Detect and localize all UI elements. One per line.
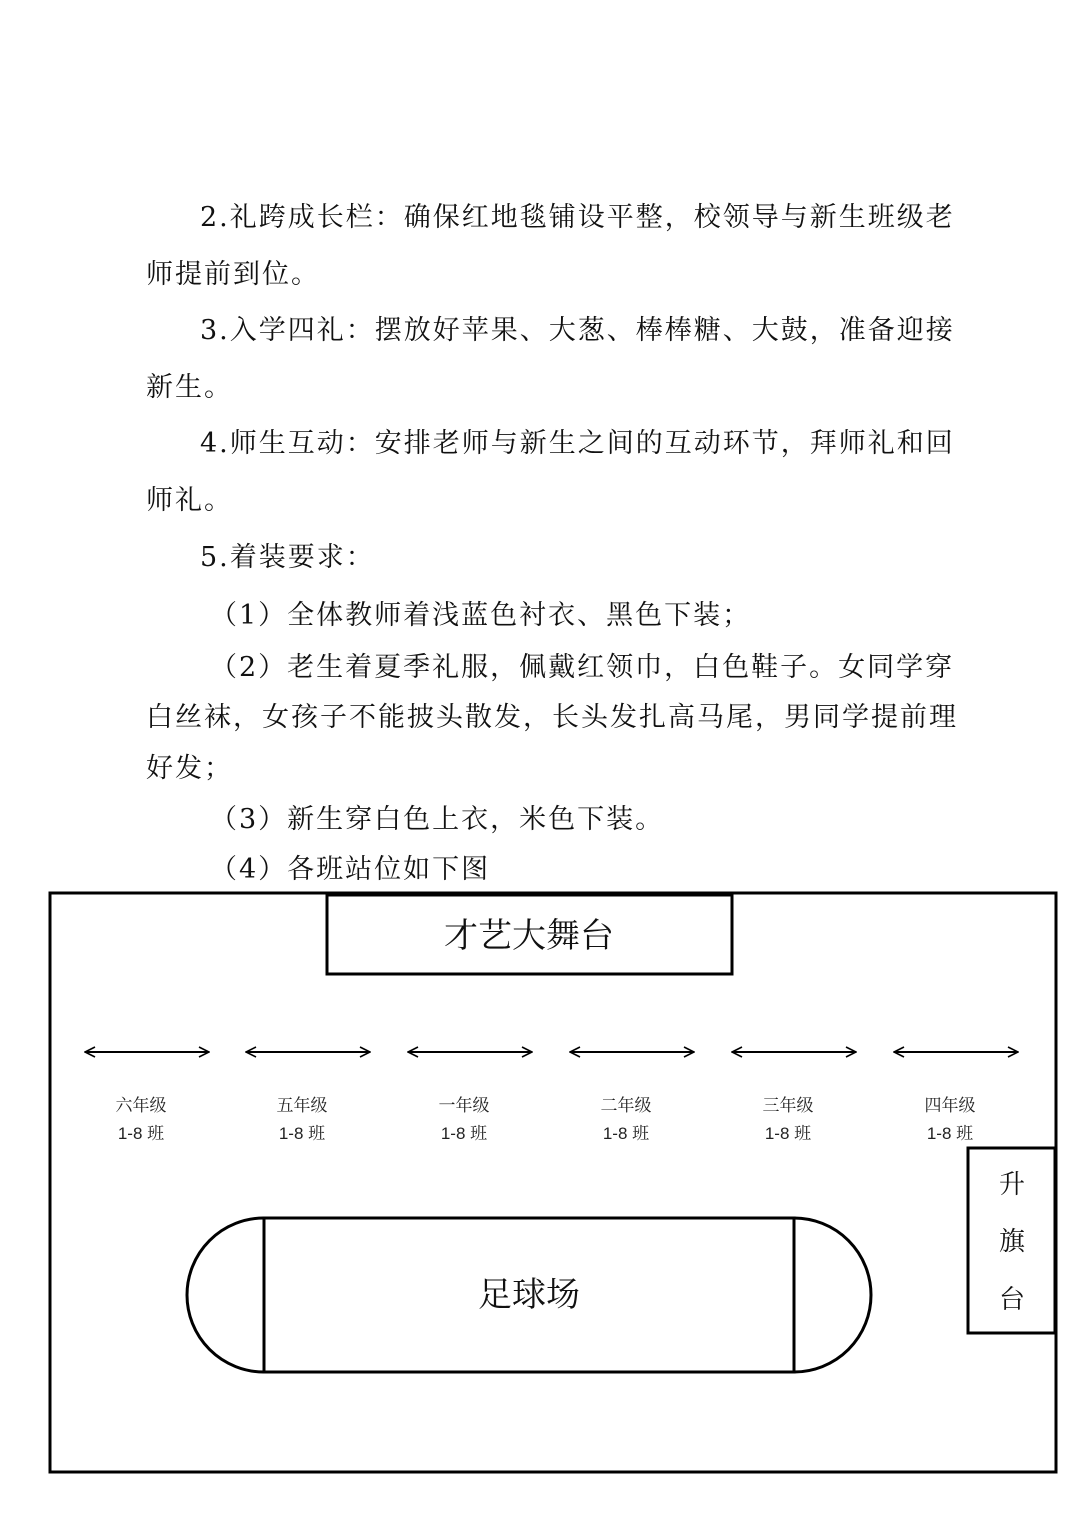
class-range-label: 1-8 班	[440, 1124, 488, 1143]
football-field-label: 足球场	[478, 1275, 580, 1315]
flag-platform-char-3: 台	[998, 1285, 1026, 1315]
grade-label: 二年级	[600, 1096, 652, 1116]
class-range-label: 1-8 班	[764, 1124, 812, 1143]
grade-label: 四年级	[924, 1096, 976, 1116]
grade-positions	[85, 1052, 1018, 1143]
flag-platform-char-1: 升	[998, 1170, 1026, 1200]
paragraph-line-6: 师礼。	[146, 485, 233, 516]
paragraph-line-13: （4）各班站位如下图	[210, 854, 491, 885]
paragraph-line-10: 白丝袜，女孩子不能披头散发，长头发扎高马尾，男同学提前理	[146, 702, 958, 733]
paragraph-line-12: （3）新生穿白色上衣，米色下装。	[210, 804, 665, 835]
grade-label: 三年级	[762, 1096, 814, 1116]
grade-label: 五年级	[276, 1096, 328, 1116]
grade-label: 六年级	[115, 1096, 167, 1116]
flag-platform-char-2: 旗	[998, 1227, 1026, 1257]
class-range-label: 1-8 班	[926, 1124, 974, 1143]
paragraph-line-2: 师提前到位。	[146, 259, 320, 290]
grade-label: 一年级	[438, 1096, 490, 1116]
paragraph-line-3: 3.入学四礼：摆放好苹果、大葱、棒棒糖、大鼓，准备迎接	[200, 315, 955, 346]
talent-stage-label: 才艺大舞台	[444, 916, 614, 956]
paragraph-line-7: 5.着装要求：	[200, 542, 375, 573]
paragraph-line-11: 好发；	[146, 753, 233, 784]
field-left-arc	[187, 1218, 264, 1372]
paragraph-line-1: 2.礼跨成长栏：确保红地毯铺设平整，校领导与新生班级老	[200, 202, 955, 233]
paragraph-line-8: （1）全体教师着浅蓝色衬衣、黑色下装；	[210, 600, 752, 631]
paragraph-line-5: 4.师生互动：安排老师与新生之间的互动环节，拜师礼和回	[200, 428, 955, 459]
diagram-border	[50, 893, 1056, 1472]
paragraph-line-4: 新生。	[146, 372, 233, 403]
class-range-label: 1-8 班	[117, 1124, 165, 1143]
paragraph-line-9: （2）老生着夏季礼服，佩戴红领巾，白色鞋子。女同学穿	[210, 652, 955, 683]
class-range-label: 1-8 班	[602, 1124, 650, 1143]
class-range-label: 1-8 班	[278, 1124, 326, 1143]
field-right-arc	[794, 1218, 871, 1372]
